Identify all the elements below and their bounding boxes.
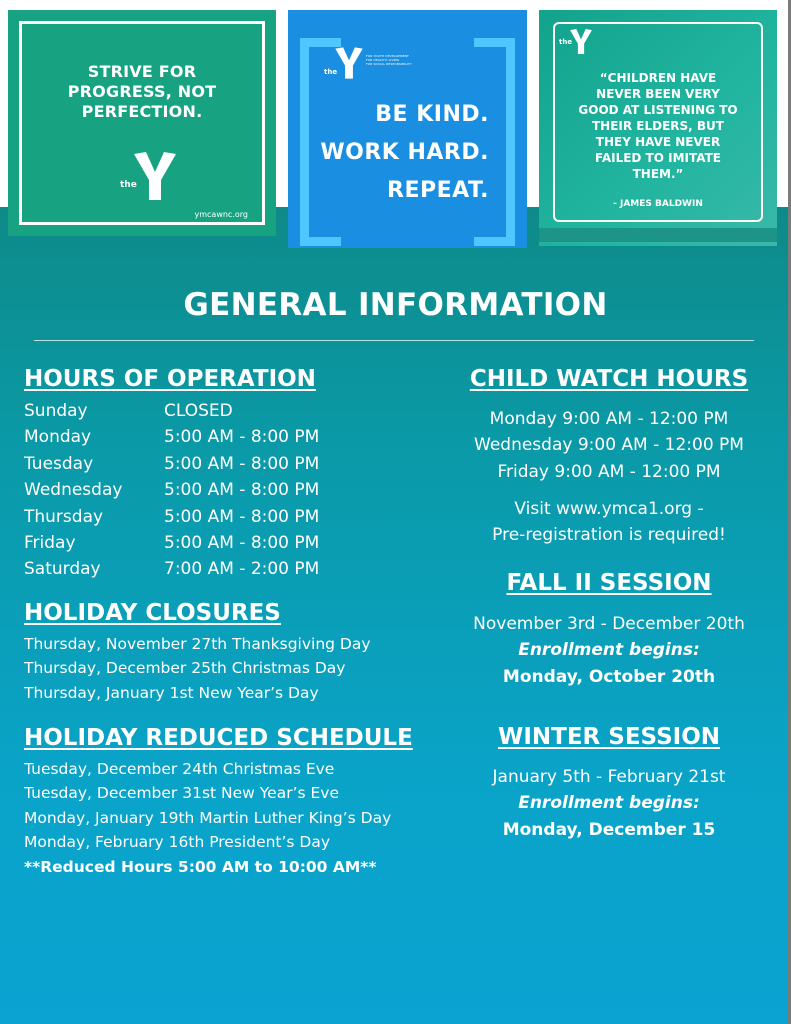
- hours-table: [24, 398, 319, 583]
- quote-line: THEM.”: [632, 167, 684, 181]
- quote-panel-progress: [8, 10, 276, 236]
- ymca-tagline: [366, 54, 412, 66]
- hours-day: Thursday: [24, 506, 104, 527]
- fall-enroll-label: Enrollment begins:: [518, 640, 700, 661]
- closure-item: Thursday, December 25th Christmas Day: [24, 659, 346, 678]
- closure-item: Thursday, November 27th Thanksgiving Day: [24, 635, 371, 653]
- hours-row: [24, 451, 319, 477]
- child-watch-item: Friday 9:00 AM - 12:00 PM: [497, 461, 721, 482]
- hours-row: [24, 477, 319, 503]
- hours-row: [24, 398, 319, 424]
- visit-line: Pre-registration is required!: [492, 525, 726, 546]
- hours-time: 5:00 AM - 8:00 PM: [164, 480, 320, 501]
- quote-line: PROGRESS, NOT: [67, 82, 217, 101]
- website-url: ymcawnc.org: [194, 210, 248, 219]
- child-watch-heading: CHILD WATCH HOURS: [469, 366, 749, 392]
- fall-session-heading: FALL II SESSION: [506, 570, 712, 596]
- motto-line: WORK HARD.: [320, 140, 489, 165]
- reduced-heading: HOLIDAY REDUCED SCHEDULE: [24, 725, 413, 751]
- visit-line: Visit www.ymca1.org -: [514, 499, 704, 519]
- hours-row: [24, 424, 319, 450]
- quote-line: THEIR ELDERS, BUT: [591, 119, 724, 133]
- ymca-logo-icon: [334, 46, 364, 80]
- panel-strip: [539, 228, 777, 242]
- quote-line: STRIVE FOR: [87, 62, 197, 81]
- closures-list: [24, 632, 371, 705]
- quote-line: “CHILDREN HAVE: [599, 71, 717, 85]
- hours-time: 5:00 AM - 8:00 PM: [164, 532, 320, 553]
- child-watch-list: [430, 406, 788, 485]
- reduced-list: [24, 757, 391, 879]
- motto-line: BE KIND.: [375, 102, 489, 127]
- logo-the-text: the: [120, 180, 137, 190]
- motto: [320, 96, 489, 210]
- winter-session-dates: January 5th - February 21st: [492, 767, 726, 787]
- winter-enroll-label: Enrollment begins:: [518, 793, 700, 814]
- ymca-logo-icon: [132, 150, 178, 202]
- winter-session-info: [430, 764, 788, 843]
- tagline-line: FOR YOUTH DEVELOPMENT: [366, 54, 409, 58]
- hours-day: Saturday: [24, 559, 101, 580]
- hours-day: Wednesday: [24, 480, 123, 501]
- quote-line: FAILED TO IMITATE: [595, 151, 721, 165]
- hours-day: Tuesday: [24, 453, 94, 474]
- hours-day: Friday: [24, 532, 76, 553]
- tagline-line: FOR HEALTHY LIVING: [366, 58, 400, 62]
- winter-enroll-date: Monday, December 15: [502, 819, 716, 840]
- hours-time: 7:00 AM - 2:00 PM: [164, 559, 320, 580]
- ymca-logo-icon: [569, 28, 593, 55]
- reduced-hours-note: **Reduced Hours 5:00 AM to 10:00 AM**: [24, 857, 377, 876]
- reduced-item: Tuesday, December 31st New Year’s Eve: [24, 784, 340, 803]
- reduced-item: Monday, February 16th President’s Day: [24, 833, 331, 852]
- fall-enroll-date: Monday, October 20th: [502, 666, 716, 687]
- motto-line: REPEAT.: [387, 178, 489, 203]
- quote-line: PERFECTION.: [81, 102, 203, 121]
- hours-time: CLOSED: [164, 401, 233, 421]
- tagline-line: FOR SOCIAL RESPONSIBILITY: [366, 62, 412, 66]
- hours-day: Sunday: [24, 401, 88, 421]
- closure-item: Thursday, January 1st New Year’s Day: [24, 683, 319, 702]
- logo-the-text: the: [324, 68, 338, 76]
- hours-day: Monday: [24, 427, 92, 448]
- logo-the-text: the: [559, 38, 573, 46]
- hours-time: 5:00 AM - 8:00 PM: [164, 453, 320, 474]
- hours-row: [24, 530, 319, 556]
- page-title: GENERAL INFORMATION: [183, 287, 608, 323]
- hours-row: [24, 556, 319, 582]
- closures-heading: HOLIDAY CLOSURES: [24, 600, 281, 626]
- child-watch-visit: [430, 496, 788, 549]
- quote-line: GOOD AT LISTENING TO: [578, 103, 738, 117]
- quote-line: NEVER BEEN VERY: [596, 87, 720, 101]
- quote-panel-be-kind: [288, 10, 527, 248]
- hours-time: 5:00 AM - 8:00 PM: [164, 506, 320, 527]
- reduced-item: Monday, January 19th Martin Luther King’s Day: [24, 808, 392, 827]
- child-watch-item: Monday 9:00 AM - 12:00 PM: [489, 409, 729, 429]
- winter-session-heading: WINTER SESSION: [497, 724, 721, 750]
- quote-line: THEY HAVE NEVER: [595, 135, 721, 149]
- fall-session-dates: November 3rd - December 20th: [473, 614, 745, 634]
- panel-quote: [559, 70, 757, 182]
- hours-heading: HOURS OF OPERATION: [24, 366, 316, 392]
- title-divider: [34, 340, 754, 341]
- reduced-item: Tuesday, December 24th Christmas Eve: [24, 760, 335, 778]
- quote-panel-baldwin: [539, 10, 777, 246]
- hours-row: [24, 504, 319, 530]
- hours-time: 5:00 AM - 8:00 PM: [164, 427, 320, 448]
- fall-session-info: [430, 611, 788, 690]
- panel-quote: [8, 62, 276, 122]
- quote-author: - JAMES BALDWIN: [613, 199, 703, 209]
- child-watch-item: Wednesday 9:00 AM - 12:00 PM: [474, 435, 744, 456]
